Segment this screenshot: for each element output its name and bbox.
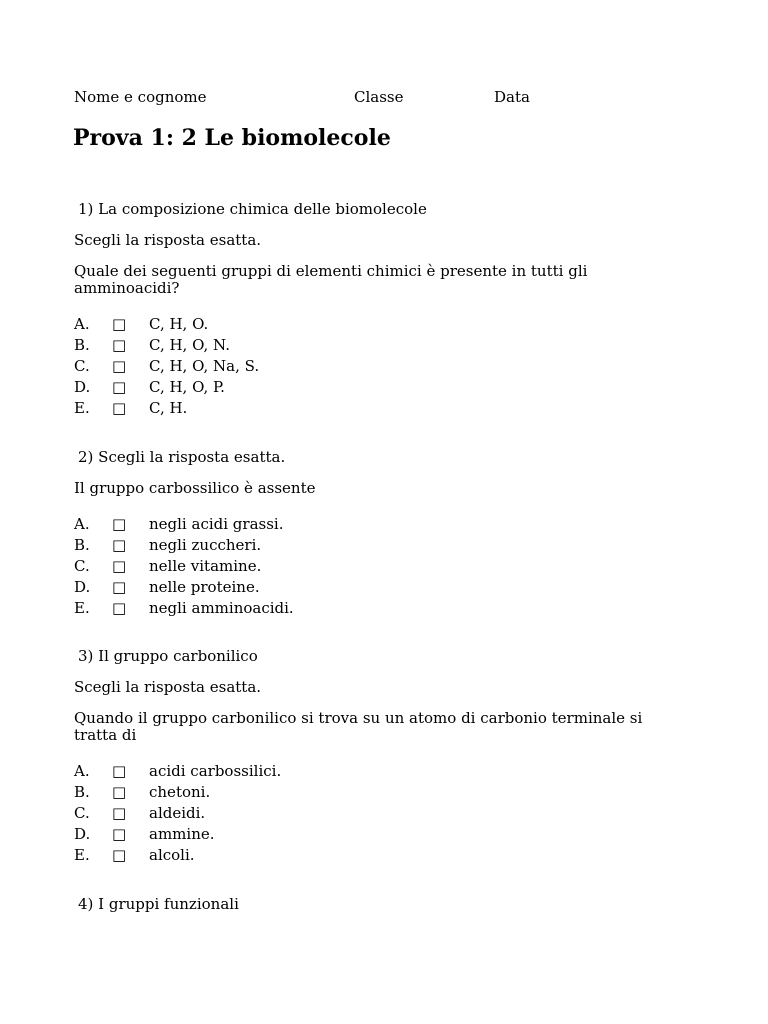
- option-e: [74, 598, 694, 619]
- checkbox[interactable]: □: [112, 762, 127, 780]
- option-c: [74, 556, 694, 577]
- prompt-line: amminoacidi?: [74, 279, 180, 297]
- option-b: [74, 335, 694, 356]
- option-letter: A.: [74, 315, 90, 333]
- option-e: [74, 398, 694, 419]
- date-label: Data: [494, 88, 530, 106]
- option-d: [74, 577, 694, 598]
- checkbox[interactable]: □: [112, 399, 127, 417]
- option-a: [74, 761, 694, 782]
- option-text: C, H, O, P.: [149, 378, 225, 396]
- option-letter: C.: [74, 357, 90, 375]
- name-label: Nome e cognome: [74, 88, 207, 106]
- question-2: [74, 448, 694, 619]
- option-text: negli acidi grassi.: [149, 515, 284, 533]
- question-instruction: Scegli la risposta esatta.: [74, 678, 262, 696]
- page-title: Prova 1: 2 Le biomolecole: [73, 125, 391, 151]
- option-letter: D.: [74, 825, 91, 843]
- option-letter: E.: [74, 599, 90, 617]
- question-heading: 3) Il gruppo carbonilico: [78, 647, 258, 665]
- question-instruction: Scegli la risposta esatta.: [74, 231, 262, 249]
- answer-options: [74, 314, 694, 419]
- option-letter: B.: [74, 536, 90, 554]
- option-letter: B.: [74, 336, 90, 354]
- option-d: [74, 377, 694, 398]
- question-1: [74, 200, 694, 419]
- option-c: [74, 356, 694, 377]
- option-letter: B.: [74, 783, 90, 801]
- checkbox[interactable]: □: [112, 515, 127, 533]
- class-label: Classe: [354, 88, 404, 106]
- question-prompt: [74, 263, 694, 297]
- answer-options: [74, 514, 694, 619]
- prompt-line: Quando il gruppo carbonilico si trova su un atomo di carbonio terminale si: [74, 709, 643, 727]
- answer-options: [74, 761, 694, 866]
- option-text: negli zuccheri.: [149, 536, 262, 554]
- checkbox[interactable]: □: [112, 783, 127, 801]
- question-prompt: [74, 710, 694, 744]
- checkbox[interactable]: □: [112, 599, 127, 617]
- option-letter: A.: [74, 515, 90, 533]
- option-letter: D.: [74, 378, 91, 396]
- checkbox[interactable]: □: [112, 378, 127, 396]
- option-letter: E.: [74, 399, 90, 417]
- question-3: [74, 647, 694, 866]
- option-text: C, H, O, N.: [149, 336, 230, 354]
- option-text: negli amminoacidi.: [149, 599, 294, 617]
- option-c: [74, 803, 694, 824]
- option-text: chetoni.: [149, 783, 211, 801]
- question-4: [74, 895, 694, 913]
- option-a: [74, 314, 694, 335]
- option-text: C, H.: [149, 399, 188, 417]
- option-letter: C.: [74, 804, 90, 822]
- option-b: [74, 782, 694, 803]
- option-e: [74, 845, 694, 866]
- checkbox[interactable]: □: [112, 846, 127, 864]
- checkbox[interactable]: □: [112, 578, 127, 596]
- option-text: aldeidi.: [149, 804, 206, 822]
- prompt-line: Quale dei seguenti gruppi di elementi chimici è presente in tutti gli: [74, 262, 588, 280]
- option-letter: E.: [74, 846, 90, 864]
- checkbox[interactable]: □: [112, 536, 127, 554]
- checkbox[interactable]: □: [112, 557, 127, 575]
- option-letter: C.: [74, 557, 90, 575]
- option-letter: D.: [74, 578, 91, 596]
- question-heading: 2) Scegli la risposta esatta.: [78, 448, 286, 466]
- prompt-line: Il gruppo carbossilico è assente: [74, 479, 316, 497]
- prompt-line: tratta di: [74, 726, 137, 744]
- option-text: C, H, O.: [149, 315, 209, 333]
- option-text: nelle vitamine.: [149, 557, 262, 575]
- option-d: [74, 824, 694, 845]
- checkbox[interactable]: □: [112, 315, 127, 333]
- question-prompt: [74, 480, 694, 497]
- option-text: nelle proteine.: [149, 578, 260, 596]
- option-text: acidi carbossilici.: [149, 762, 282, 780]
- question-heading: 1) La composizione chimica delle biomolecole: [78, 200, 427, 218]
- option-b: [74, 535, 694, 556]
- checkbox[interactable]: □: [112, 336, 127, 354]
- checkbox[interactable]: □: [112, 804, 127, 822]
- option-text: alcoli.: [149, 846, 195, 864]
- checkbox[interactable]: □: [112, 825, 127, 843]
- question-heading: 4) I gruppi funzionali: [78, 895, 239, 913]
- option-text: C, H, O, Na, S.: [149, 357, 260, 375]
- option-a: [74, 514, 694, 535]
- option-letter: A.: [74, 762, 90, 780]
- checkbox[interactable]: □: [112, 357, 127, 375]
- option-text: ammine.: [149, 825, 215, 843]
